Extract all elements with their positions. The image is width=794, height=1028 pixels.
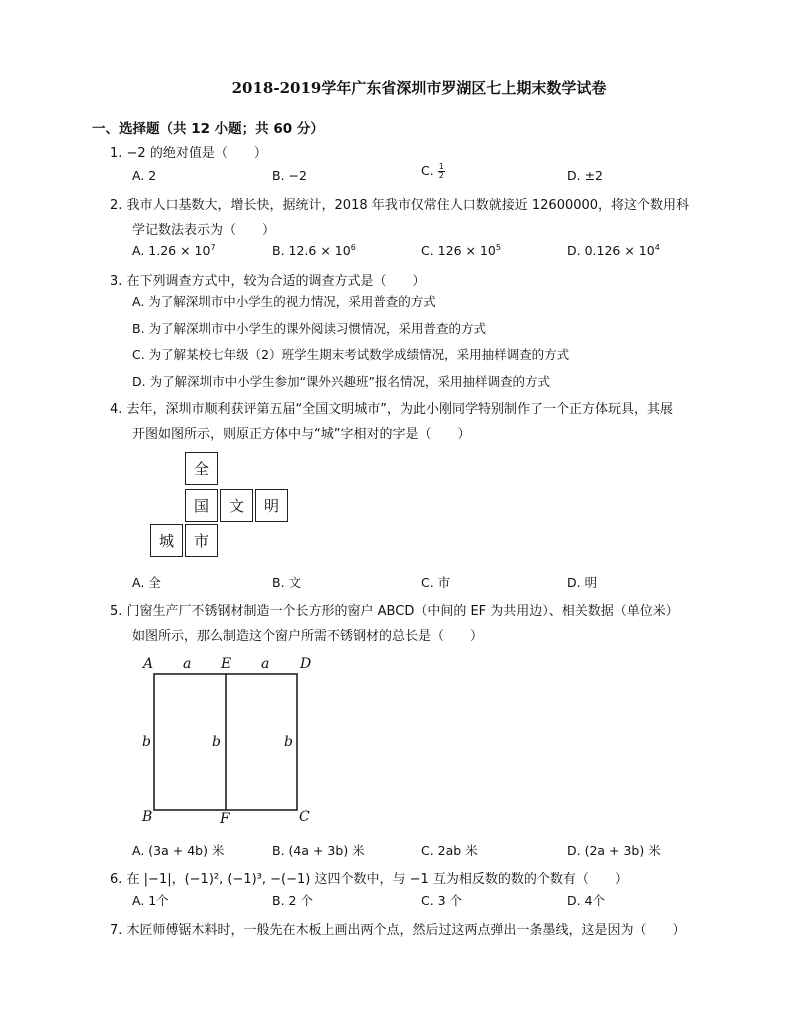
net-cell: 城: [150, 524, 183, 557]
q5-option-b: B. (4a + 3b) 米: [272, 843, 365, 858]
q1-option-b: B. −2: [272, 168, 307, 183]
q2-option-b: B. $12.6 \times 10^6$: [272, 243, 356, 259]
side-label-b: b: [142, 734, 151, 750]
q4-option-a: A. 全: [132, 575, 161, 590]
q5-option-a: A. (3a + 4b) 米: [132, 843, 225, 858]
point-label-b: B: [142, 809, 153, 825]
q6-option-b: B. 2 个: [272, 893, 313, 908]
q3-option-d: D. 为了解深圳市中小学生参加“课外兴趣班”报名情况，采用抽样调查的方式: [132, 374, 551, 389]
q3-option-b: B. 为了解深圳市中小学生的课外阅读习惯情况，采用普查的方式: [132, 321, 487, 336]
q4-option-d: D. 明: [567, 575, 598, 590]
question-5-stem-cont: 如图所示，那么制造这个窗户所需不锈钢材的总长是（ ）: [132, 629, 484, 644]
question-2-stem-cont: 学记数法表示为（ ）: [132, 223, 276, 238]
point-label-a: A: [143, 656, 154, 672]
net-cell: 国: [185, 489, 218, 522]
point-label-d: D: [300, 656, 312, 672]
point-label-c: C: [299, 809, 310, 825]
q6-option-a: A. 1个: [132, 893, 169, 908]
q4-option-b: B. 文: [272, 575, 302, 590]
question-6-stem: 6. 在 |−1|，(−1)², (−1)³, −(−1) 这四个数中，与 −1 互为相反数的数的个数有（ ）: [110, 872, 628, 887]
page-title: 2018-2019学年广东省深圳市罗湖区七上期末数学试卷: [231, 79, 607, 97]
q6-option-c: C. 3 个: [421, 893, 463, 908]
q2-option-d: D. $0.126 \times 10^4$: [567, 243, 660, 259]
q2-option-a: A. $1.26 \times 10^7$: [132, 243, 216, 259]
net-cell: 文: [220, 489, 253, 522]
question-1-stem: 1. −2 的绝对值是（ ）: [110, 146, 267, 161]
q5-option-d: D. (2a + 3b) 米: [567, 843, 661, 858]
net-cell: 明: [255, 489, 288, 522]
question-4-stem: 4. 去年，深圳市顺利获评第五届“全国文明城市”，为此小刚同学特别制作了一个正方体玩具，其展: [110, 402, 674, 417]
point-label-e: E: [221, 656, 232, 672]
side-label-b: b: [284, 734, 293, 750]
net-cell: 市: [185, 524, 218, 557]
side-label-a: a: [183, 656, 192, 672]
q1-option-c: C. $\frac{1}{2}$: [421, 162, 444, 180]
question-5-stem: 5. 门窗生产厂不锈钢材制造一个长方形的窗户 ABCD（中间的 EF 为共用边）、相关数据（单位米）: [110, 604, 679, 619]
side-label-a: a: [261, 656, 270, 672]
section-heading: 一、选择题（共 12 小题；共 60 分）: [92, 121, 324, 137]
q2-option-c: C. $126 \times 10^5$: [421, 243, 501, 259]
question-3-stem: 3. 在下列调查方式中，较为合适的调查方式是（ ）: [110, 274, 426, 289]
question-4-stem-cont: 开图如图所示，则原正方体中与“城”字相对的字是（ ）: [132, 427, 471, 442]
q3-option-a: A. 为了解深圳市中小学生的视力情况，采用普查的方式: [132, 294, 436, 309]
question-2-stem: 2. 我市人口基数大，增长快，据统计，2018 年我市仅常住人口数就接近 12600000，将这个数用科: [110, 198, 690, 213]
q6-option-d: D. 4个: [567, 893, 606, 908]
fraction: $\frac{1}{2}$: [438, 162, 444, 180]
point-label-f: F: [220, 811, 230, 827]
q4-option-c: C. 市: [421, 575, 451, 590]
q5-option-c: C. 2ab 米: [421, 843, 478, 858]
net-cell: 全: [185, 452, 218, 485]
q3-option-c: C. 为了解某校七年级（2）班学生期末考试数学成绩情况，采用抽样调查的方式: [132, 347, 570, 362]
side-label-b: b: [212, 734, 221, 750]
q1-option-a: A. 2: [132, 168, 157, 183]
question-7-stem: 7. 木匠师傅锯木料时，一般先在木板上画出两个点，然后过这两点弹出一条墨线，这是因为（ ）: [110, 923, 686, 938]
q1-option-d: D. ±2: [567, 168, 603, 183]
